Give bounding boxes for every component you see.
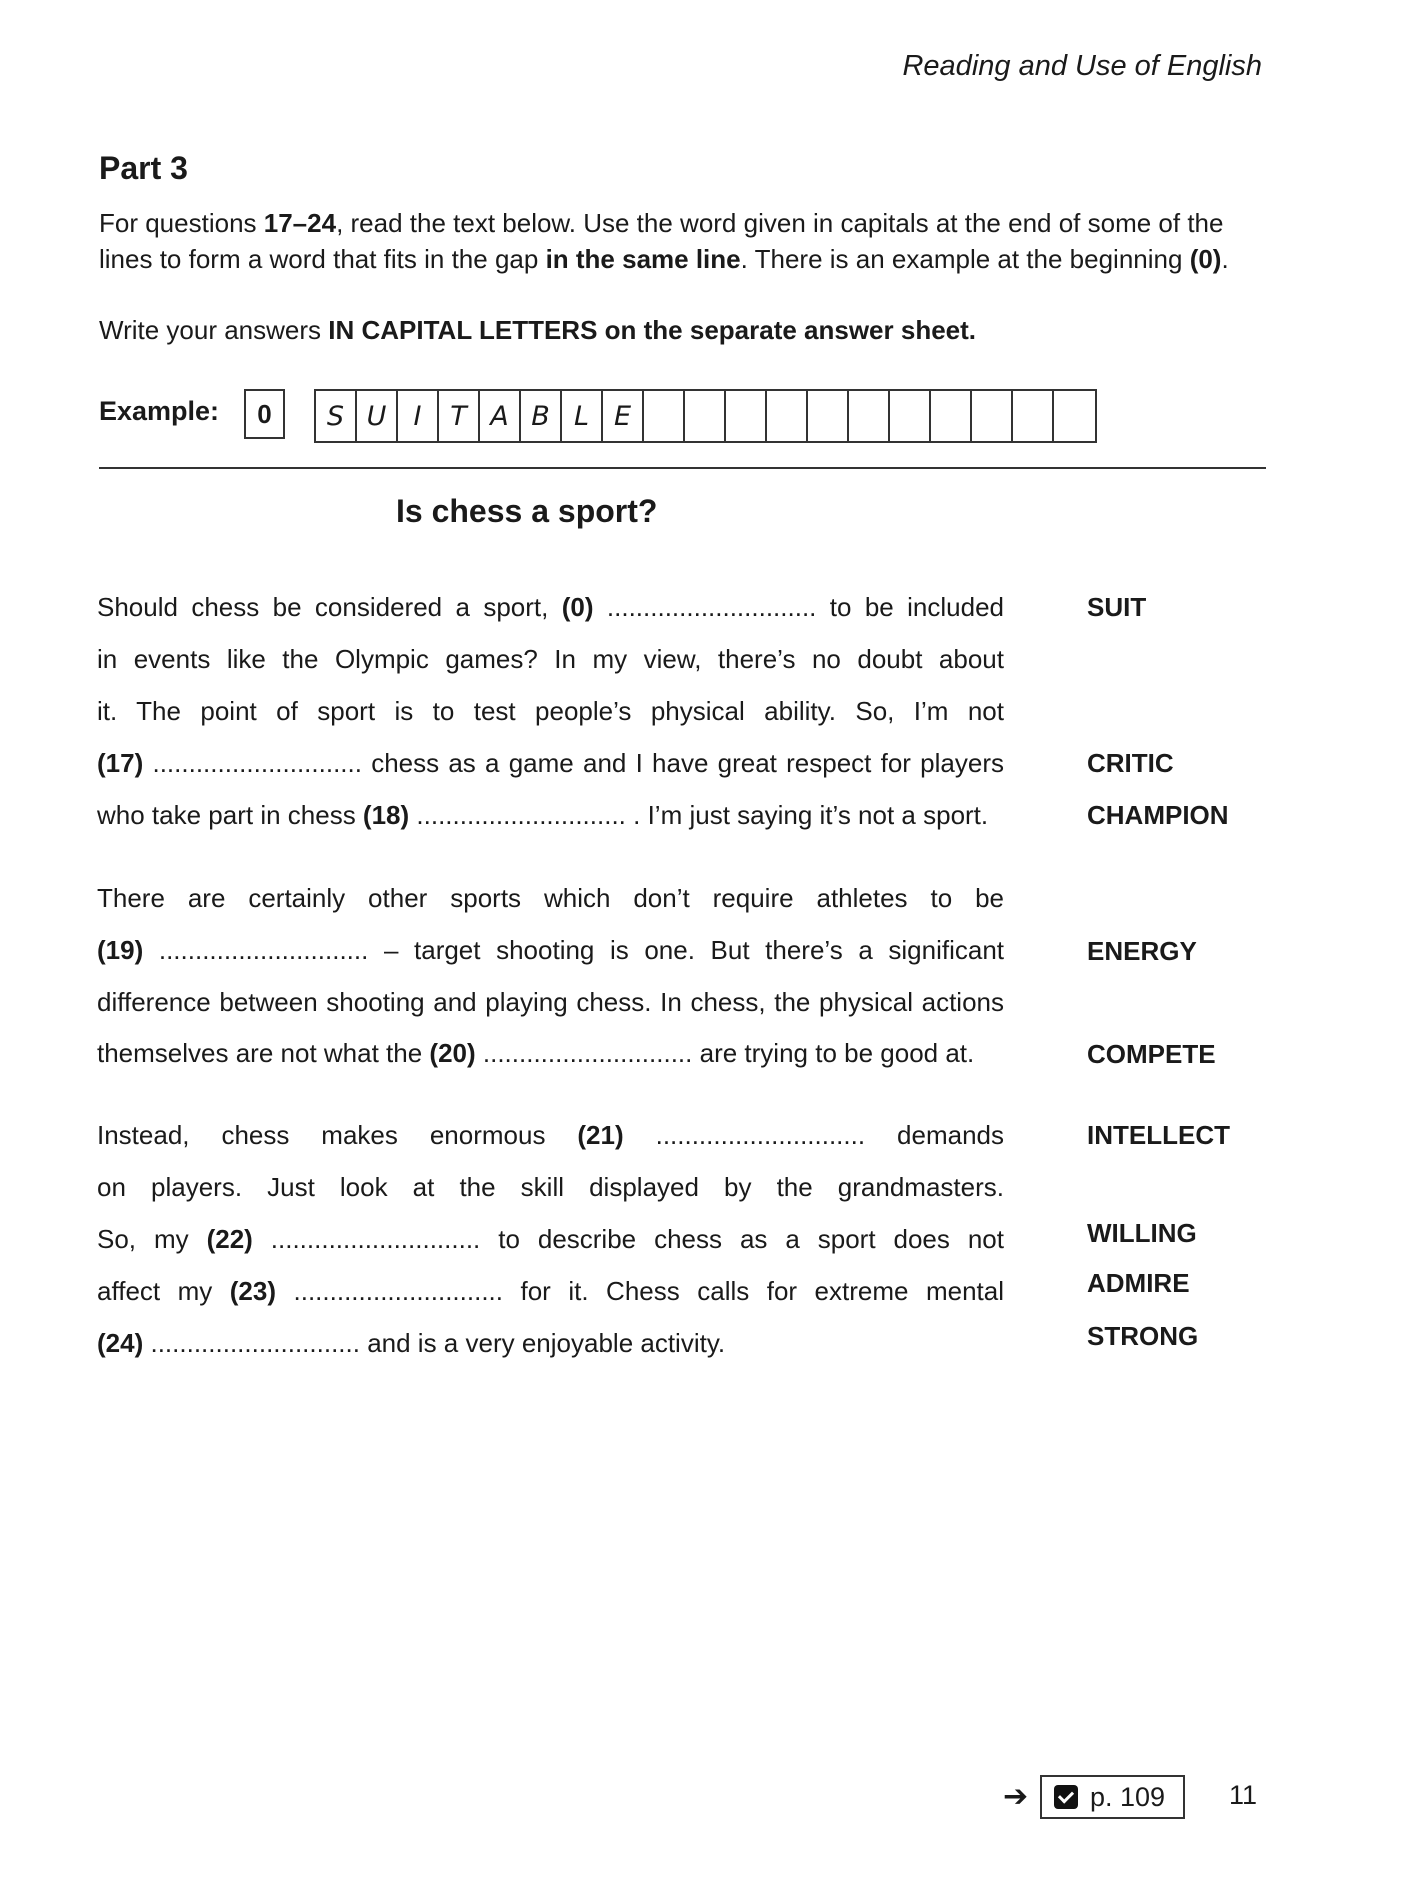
example-letter-cell: T <box>439 391 480 441</box>
example-letter-cell <box>685 391 726 441</box>
text-line: themselves are not what the (20) ............................. are trying to be good at. <box>97 1038 975 1068</box>
question-number: (23) <box>229 1276 277 1306</box>
answer-gap: ............................. <box>416 800 626 830</box>
example-letter-cell <box>849 391 890 441</box>
text-line: difference between shooting and playing chess. In chess, the physical actions <box>97 987 1004 1017</box>
answer-gap: ............................. <box>293 1276 504 1306</box>
example-letter-cell <box>1013 391 1054 441</box>
example-letter-cell: E <box>603 391 644 441</box>
keyword-energy: ENERGY <box>1087 936 1197 966</box>
keyword-suit: SUIT <box>1087 592 1147 622</box>
answer-gap: ............................. <box>482 1038 693 1068</box>
example-number-box: 0 <box>244 389 285 439</box>
keyword-compete: COMPETE <box>1087 1039 1216 1069</box>
keyword-champion: CHAMPION <box>1087 800 1229 830</box>
example-letter-cell: I <box>398 391 439 441</box>
text-line: (24) ............................. and is a very enjoyable activity. <box>97 1328 726 1358</box>
running-head: Reading and Use of English <box>902 50 1262 82</box>
answer-gap: ............................. <box>150 1328 360 1358</box>
text-line: it. The point of sport is to test people’s physical ability. So, I’m not <box>97 696 1004 726</box>
example-letter-cell <box>1054 391 1095 441</box>
page-reference: p. 109 <box>1090 1781 1166 1812</box>
question-number: (22) <box>206 1224 253 1254</box>
text-line: Instead, chess makes enormous (21) ............................. demands <box>97 1120 1004 1150</box>
answer-gap: ............................. <box>655 1120 866 1150</box>
text-line: who take part in chess (18) ............................. . I’m just saying it’s not a sport. <box>97 800 989 830</box>
example-letter-cell: U <box>357 391 398 441</box>
question-number: (20) <box>429 1038 476 1068</box>
example-label: Example: <box>99 396 220 426</box>
text-line: on players. Just look at the skill displayed by the grandmasters. <box>97 1172 1004 1202</box>
question-number: (19) <box>97 935 144 965</box>
answer-instructions: Write your answers IN CAPITAL LETTERS on the separate answer sheet. <box>99 315 977 345</box>
checkmark-square-icon <box>1054 1785 1078 1809</box>
instructions-paragraph: For questions 17–24, read the text below. Use the word given in capitals at the end of some of the lines to form a word that fits in the gap in the same line. There is an example at the beginning (0). <box>99 208 1229 274</box>
text-line: affect my (23) ............................. for it. Chess calls for extreme mental <box>97 1276 1005 1306</box>
keyword-strong: STRONG <box>1087 1321 1199 1351</box>
question-number: (21) <box>577 1120 624 1150</box>
example-letter-cell: B <box>521 391 562 441</box>
example-answer-grid <box>314 389 1097 443</box>
question-number: (0) <box>561 592 594 622</box>
text-line: So, my (22) ............................. to describe chess as a sport does not <box>97 1224 1004 1254</box>
example-letter-cell: L <box>562 391 603 441</box>
answer-gap: ............................. <box>270 1224 481 1254</box>
text-line: in events like the Olympic games? In my view, there’s no doubt about <box>97 644 1004 674</box>
page-number: 11 <box>1229 1780 1258 1810</box>
question-number: (17) <box>97 748 144 778</box>
example-letter-cell: A <box>480 391 521 441</box>
text-line: There are certainly other sports which don’t require athletes to be <box>97 883 1004 913</box>
example-letter-cell <box>808 391 849 441</box>
example-letter-cell <box>644 391 685 441</box>
answer-gap: ............................. <box>606 592 817 622</box>
text-title: Is chess a sport? <box>396 493 658 529</box>
example-letter-cell <box>767 391 808 441</box>
arrow-right-icon: ➔ <box>1003 1780 1029 1813</box>
question-number: (18) <box>362 800 410 830</box>
question-number: (24) <box>97 1328 144 1358</box>
divider <box>99 467 1266 469</box>
example-letter-cell <box>931 391 972 441</box>
answer-gap: ............................. <box>152 748 362 778</box>
answer-gap: ............................. <box>158 935 369 965</box>
part-title: Part 3 <box>99 150 188 186</box>
text-line: (19) ............................. – target shooting is one. But there’s a significant <box>97 935 1004 965</box>
text-line: (17) ............................. chess as a game and I have great respect for players <box>97 748 1004 778</box>
answer-key-reference[interactable] <box>1040 1775 1185 1819</box>
keyword-intellect: INTELLECT <box>1087 1120 1230 1150</box>
example-letter-cell <box>726 391 767 441</box>
text-line: Should chess be considered a sport, (0) ............................. to be included <box>97 592 1004 622</box>
example-letter-cell <box>972 391 1013 441</box>
example-letter-cell <box>890 391 931 441</box>
keyword-admire: ADMIRE <box>1087 1268 1190 1298</box>
example-letter-cell: S <box>316 391 357 441</box>
keyword-critic: CRITIC <box>1087 748 1174 778</box>
keyword-willing: WILLING <box>1087 1218 1197 1248</box>
